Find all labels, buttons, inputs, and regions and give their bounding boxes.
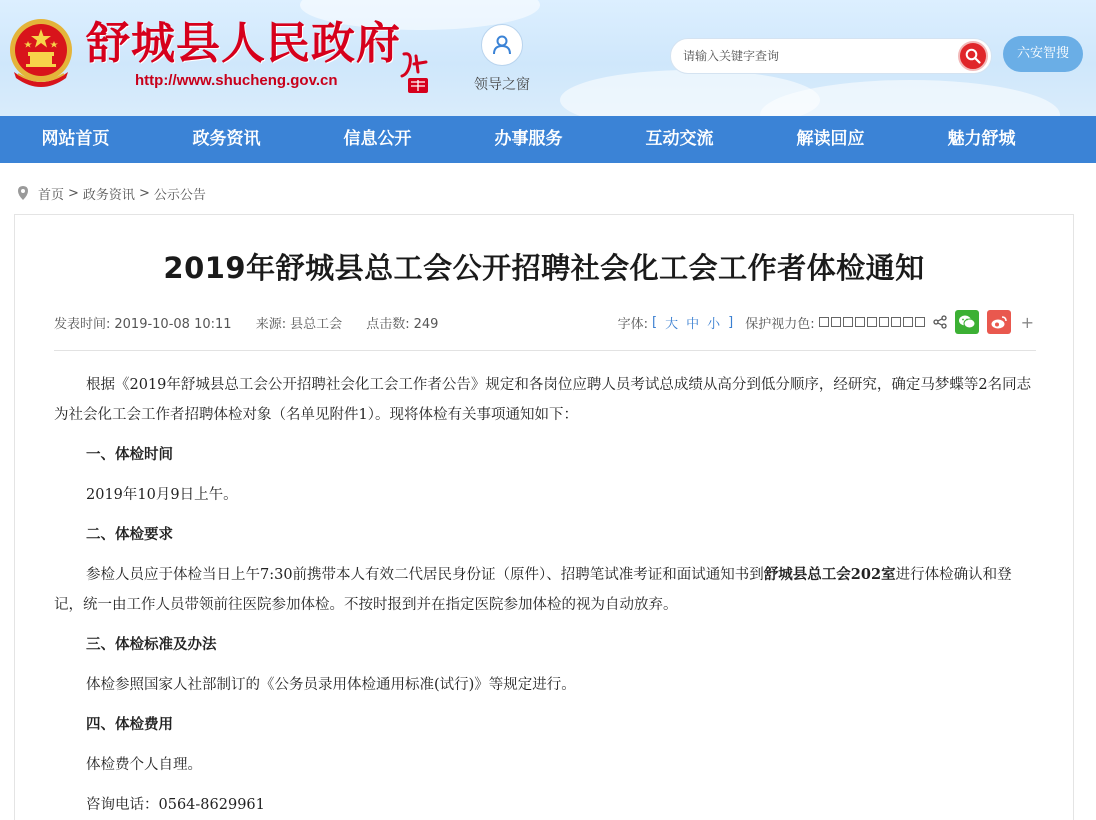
nav-item-interaction[interactable]: 互动交流 [645, 129, 714, 149]
search-button[interactable] [958, 41, 988, 71]
font-size-medium[interactable]: 中 [686, 316, 700, 332]
color-swatch[interactable] [855, 317, 865, 327]
breadcrumb-news[interactable]: 政务资讯 [82, 187, 135, 203]
source [256, 317, 352, 332]
person-icon [491, 34, 513, 56]
article-paragraph: 2019年10月9日上午。 [86, 487, 238, 503]
eye-care-color-swatches [819, 317, 927, 327]
search-icon [965, 48, 981, 64]
breadcrumb-home[interactable]: 首页 [38, 187, 65, 203]
article-paragraph: 咨询电话：0564-8629961 [86, 797, 265, 813]
leader-avatar[interactable] [481, 24, 523, 66]
article-tools [618, 310, 1034, 334]
article-meta [54, 313, 1034, 333]
color-swatch[interactable] [915, 317, 925, 327]
breadcrumb-separator: > [68, 185, 79, 201]
color-swatch[interactable] [891, 317, 901, 327]
leader-window-link[interactable] [462, 24, 542, 96]
more-share-icon[interactable]: + [1020, 312, 1034, 332]
font-size-bracket-open: [ [652, 314, 658, 330]
font-size-label: 字体: [617, 316, 648, 332]
eye-care-color-label: 保护视力色: [745, 316, 815, 332]
nav-item-home[interactable]: 网站首页 [41, 129, 110, 149]
source-label: 来源: [255, 317, 287, 332]
location-pin-icon [16, 185, 30, 201]
nav-item-interpretation[interactable]: 解读回应 [796, 129, 865, 149]
paragraph-bold-text: 舒城县总工会202室 [763, 566, 896, 583]
search-box [670, 38, 992, 74]
color-swatch[interactable] [903, 317, 913, 327]
publish-time [54, 317, 242, 332]
publish-time-label: 发表时间: [54, 317, 111, 332]
publish-time-value: 2019-10-08 10:11 [114, 317, 232, 332]
smart-search-button[interactable]: 六安智搜 [1003, 36, 1083, 72]
source-value: 县总工会 [290, 317, 343, 332]
site-url[interactable]: http://www.shucheng.gov.cn [135, 72, 338, 89]
article-body [54, 370, 1036, 820]
share-icon[interactable] [933, 315, 947, 329]
weibo-icon [990, 314, 1008, 330]
color-swatch[interactable] [879, 317, 889, 327]
color-swatch[interactable] [867, 317, 877, 327]
calligraphy-seal-icon [396, 50, 436, 96]
wechat-share-button[interactable] [955, 310, 979, 334]
font-size-bracket-close: ] [728, 314, 734, 330]
nav-item-charm[interactable]: 魅力舒城 [947, 129, 1016, 149]
font-size-large[interactable]: 大 [665, 316, 679, 332]
nav-item-info-disclosure[interactable]: 信息公开 [343, 129, 412, 149]
article-title: 2019年舒城县总工会公开招聘社会化工会工作者体检通知 [163, 251, 925, 285]
paragraph-text: 参检人员应于体检当日上午7:30前携带本人有效二代居民身份证（原件）、招聘笔试准考证和面试通知书到 [86, 567, 764, 583]
weibo-share-button[interactable] [987, 310, 1011, 334]
color-swatch[interactable] [843, 317, 853, 327]
color-swatch[interactable] [831, 317, 841, 327]
click-count-label: 点击数: [366, 317, 410, 332]
breadcrumb-separator: > [138, 185, 150, 201]
paragraph-text: 进行体检确认和登记，统一由工作人员带领前往医院参加体检。不按时报到并在指定医院参加体检的视为自动放弃。 [54, 567, 1012, 613]
section-heading: 三、体检标准及办法 [86, 636, 217, 653]
leader-window-label: 领导之窗 [474, 77, 530, 93]
click-count-value: 249 [413, 317, 439, 332]
section-heading: 四、体检费用 [86, 716, 173, 733]
color-swatch[interactable] [819, 317, 829, 327]
section-heading: 一、体检时间 [86, 446, 173, 463]
site-name[interactable]: 舒城县人民政府 [86, 18, 401, 69]
search-input[interactable] [683, 45, 943, 67]
article-paragraph: 体检费个人自理。 [86, 757, 202, 773]
article-paragraph [54, 560, 1036, 620]
breadcrumb-announcements[interactable]: 公示公告 [153, 187, 206, 203]
breadcrumb [16, 183, 206, 203]
national-emblem-icon[interactable] [6, 14, 76, 96]
section-heading: 二、体检要求 [86, 526, 173, 543]
nav-item-services[interactable]: 办事服务 [494, 129, 563, 149]
site-header [0, 0, 1096, 116]
article-paragraph: 体检参照国家人社部制订的《公务员录用体检通用标准(试行)》等规定进行。 [86, 677, 576, 693]
nav-item-news[interactable]: 政务资讯 [192, 129, 261, 149]
main-nav [0, 116, 1096, 163]
click-count [366, 317, 448, 332]
font-size-small[interactable]: 小 [707, 316, 721, 332]
meta-divider [54, 350, 1036, 351]
article-paragraph: 根据《2019年舒城县总工会公开招聘社会化工会工作者公告》规定和各岗位应聘人员考试总成绩从高分到低分顺序，经研究，确定马梦蝶等2名同志为社会化工会工作者招聘体检对象（名单见附件1）。现将体检有关事项通知如下： [54, 377, 1032, 423]
article-meta-info [54, 313, 458, 332]
wechat-icon [958, 314, 976, 330]
